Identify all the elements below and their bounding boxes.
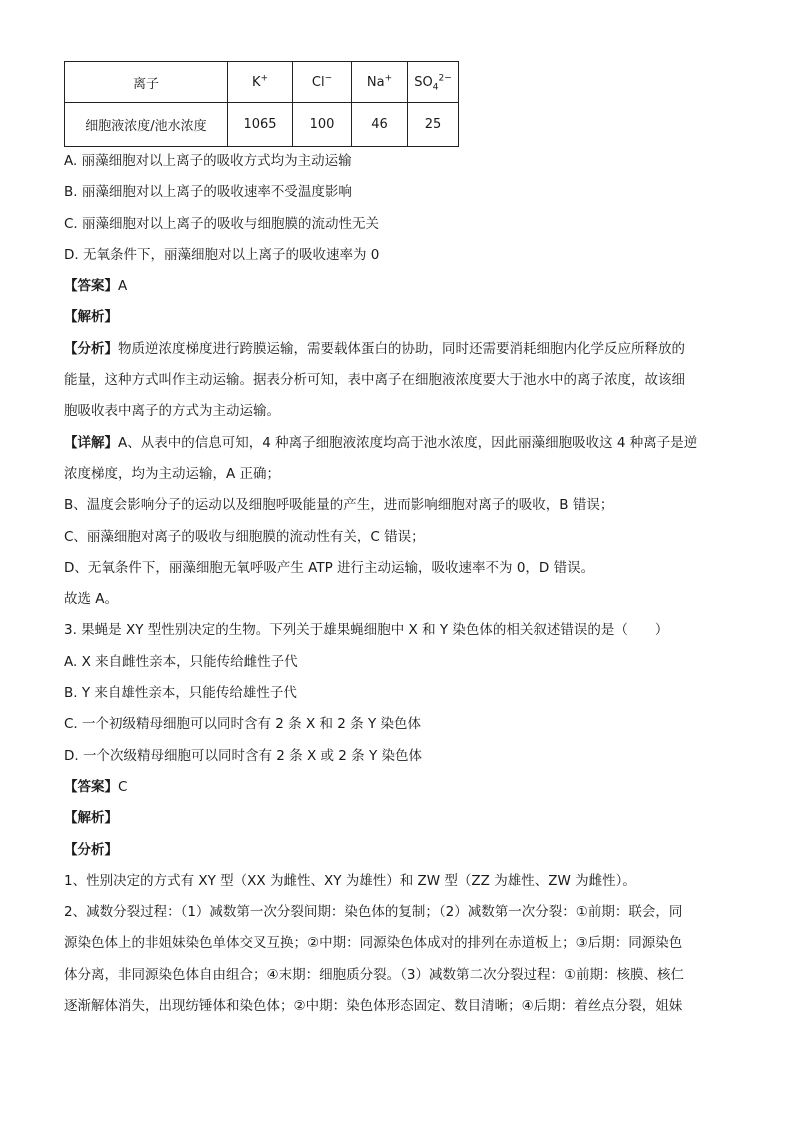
q3-point-2-line-3: 体分离，非同源染色体自由组合；④末期：细胞质分裂。（3）减数第二次分裂过程：①前期：核膜、核仁: [64, 966, 685, 983]
q3-option-c: C. 一个初级精母细胞可以同时含有 2 条 X 和 2 条 Y 染色体: [64, 716, 422, 733]
table-row: [65, 103, 459, 147]
q3-point-1: 1、性别决定的方式有 XY 型（XX 为雌性、XY 为雄性）和 ZW 型（ZZ 为雄性、ZW 为雌性）。: [64, 872, 636, 889]
q3-answer: [64, 772, 734, 803]
q2-option-b: B. 丽藻细胞对以上离子的吸收速率不受温度影响: [64, 184, 352, 201]
q2-xiangjie-line-4: C、丽藻细胞对离子的吸收与细胞膜的流动性有关，C 错误；: [64, 528, 425, 545]
header-sodium: Na+: [352, 62, 408, 103]
q2-answer: [64, 271, 734, 302]
answer-tag: 【答案】: [64, 778, 118, 795]
q2-option-c: C. 丽藻细胞对以上离子的吸收与细胞膜的流动性无关: [64, 215, 380, 232]
q3-point-2-line-4: 逐渐解体消失，出现纺锤体和染色体；②中期：染色体形态固定、数目清晰；④后期：着丝点分裂，姐妹: [64, 998, 683, 1015]
table-header-row: [65, 62, 459, 103]
answer-value: A: [118, 278, 128, 295]
q2-fenxi-line-3: 胞吸收表中离子的方式为主动运输。: [64, 403, 280, 420]
ion-concentration-table: [64, 61, 459, 147]
q2-option-a: A. 丽藻细胞对以上离子的吸收方式均为主动运输: [64, 153, 352, 169]
question-content: [64, 146, 734, 1022]
q3-stem: 3. 果蝇是 XY 型性别决定的生物。下列关于雄果蝇细胞中 X 和 Y 染色体的相关叙述错误的是（ ）: [64, 622, 669, 639]
header-sulfate: $SO_4^{2-}$: [408, 62, 459, 103]
cell-chloride: 100: [293, 103, 352, 147]
q2-xiangjie-line-5: D、无氧条件下，丽藻细胞无氧呼吸产生 ATP 进行主动运输，吸收速率不为 0，D 错误。: [64, 559, 595, 576]
q2-xiangjie-line-2: 浓度梯度，均为主动运输，A 正确；: [64, 465, 281, 482]
q3-option-a: A. X 来自雌性亲本，只能传给雌性子代: [64, 653, 298, 670]
q3-fenxi-heading: 【分析】: [64, 841, 118, 858]
q2-fenxi-line-1: 【分析】物质逆浓度梯度进行跨膜运输，需要载体蛋白的协助，同时还需要消耗细胞内化学反应所释放的: [64, 340, 685, 357]
row-label: 细胞液浓度/池水浓度: [65, 103, 228, 147]
header-potassium: K+: [228, 62, 293, 103]
q3-point-2-line-1: 2、减数分裂过程：（1）减数第一次分裂间期：染色体的复制；（2）减数第一次分裂：①前期：联会，同: [64, 904, 683, 921]
q2-fenxi-line-2: 能量，这种方式叫作主动运输。据表分析可知，表中离子在细胞液浓度要大于池水中的离子浓度，故该细: [64, 372, 685, 389]
header-ion-label: 离子: [65, 62, 228, 103]
q3-analysis-heading: 【解析】: [64, 810, 118, 827]
q2-option-d: D. 无氧条件下，丽藻细胞对以上离子的吸收速率为 0: [64, 246, 380, 263]
q2-conclusion: 故选 A。: [64, 591, 119, 608]
cell-potassium: 1065: [228, 103, 293, 147]
q3-option-d: D. 一个次级精母细胞可以同时含有 2 条 X 或 2 条 Y 染色体: [64, 747, 422, 764]
q2-xiangjie-line-1: 【详解】A、从表中的信息可知，4 种离子细胞液浓度均高于池水浓度，因此丽藻细胞吸收这 4 种离子是逆: [64, 434, 698, 451]
header-chloride: Cl−: [293, 62, 352, 103]
q3-option-b: B. Y 来自雄性亲本，只能传给雄性子代: [64, 685, 297, 702]
q3-point-2-line-2: 源染色体上的非姐妹染色单体交叉互换；②中期：同源染色体成对的排列在赤道板上；③后期：同源染色: [64, 935, 683, 952]
cell-sodium: 46: [352, 103, 408, 147]
cell-sulfate: 25: [408, 103, 459, 147]
q2-xiangjie-line-3: B、温度会影响分子的运动以及细胞呼吸能量的产生，进而影响细胞对离子的吸收，B 错误；: [64, 497, 614, 514]
answer-value: C: [118, 778, 128, 795]
q2-analysis-heading: 【解析】: [64, 309, 118, 326]
answer-tag: 【答案】: [64, 278, 118, 295]
